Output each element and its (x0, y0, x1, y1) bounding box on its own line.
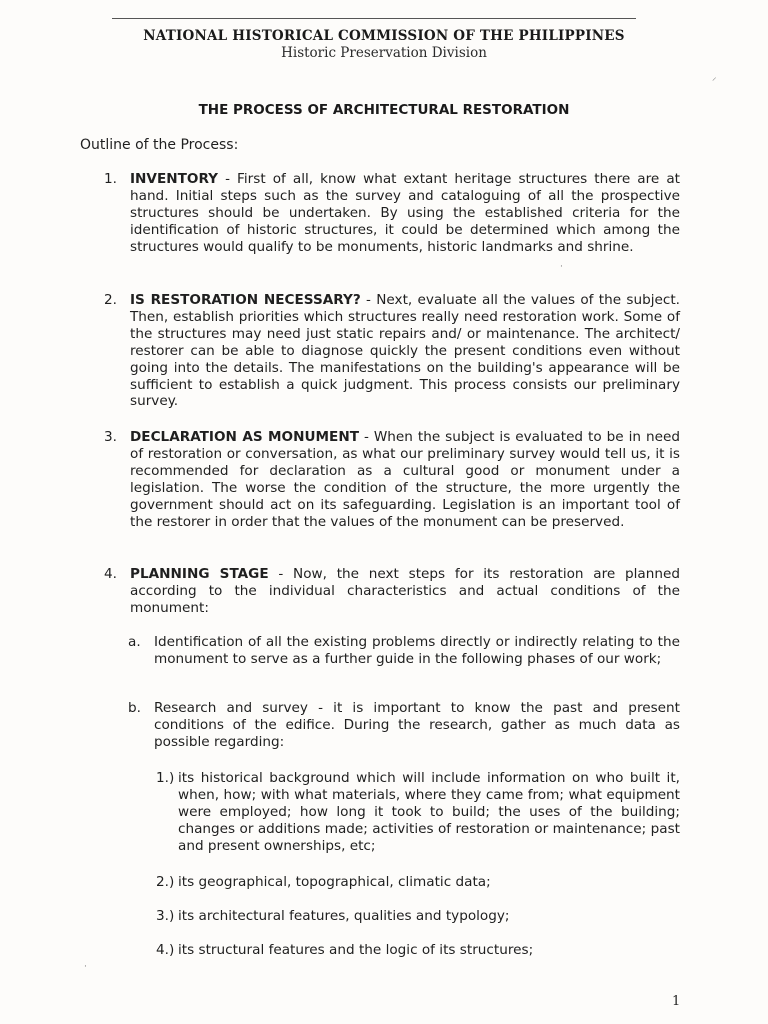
subitem-letter: b. (128, 700, 141, 716)
subitem-text: Identification of all the existing problems directly or indirectly relating to the monument to serve as a further guide in the following phases of our work; (154, 634, 680, 667)
item-text: - Now, the next steps for its restoration are planned according to the individual characteristics and actual conditions of the monument: (130, 566, 680, 616)
item-heading: IS RESTORATION NECESSARY? (130, 292, 361, 308)
list-item-planning (104, 566, 680, 617)
subsubitem-text: its architectural features, qualities and typology; (178, 908, 510, 924)
subsubitem-number: 4.) (156, 942, 175, 958)
subsubitem-structural (156, 942, 680, 959)
item-text: - Next, evaluate all the values of the subject. Then, establish priorities which structures really need restoration work. Some of the structures may need just static repairs and/ or maintenance. The architect/ restorer can be able to diagnose quickly the present conditions even without going into the details. The manifestations on the building's appearance will be sufficient to establish a quick judgment. This process consists our preliminary survey. (130, 292, 680, 410)
item-number: 3. (104, 429, 117, 445)
scan-speck: · (84, 962, 87, 972)
list-item-restoration-necessary (104, 292, 680, 410)
scan-speck: · (560, 262, 563, 272)
item-heading: PLANNING STAGE (130, 566, 269, 582)
subitem-research (128, 700, 680, 751)
division-name: Historic Preservation Division (281, 45, 487, 61)
scan-speck: ⸝ (712, 73, 717, 83)
subitem-letter: a. (128, 634, 141, 650)
outline-label: Outline of the Process: (80, 137, 239, 153)
item-heading: INVENTORY (130, 171, 219, 187)
page-number: 1 (672, 994, 681, 1009)
list-item-inventory (104, 171, 680, 256)
item-text: - When the subject is evaluated to be in need of restoration or conversation, as what our preliminary survey would tell us, it is recommended for declaration as a cultural good or monument under a legislation. The worse the condition of the structure, the more urgently the government should act on its safeguarding. Legislation is an important tool of the restorer in order that the values of the monument can be preserved. (130, 429, 680, 530)
item-number: 2. (104, 292, 117, 308)
subsubitem-historical (156, 770, 680, 855)
item-body (130, 292, 680, 410)
item-text: - First of all, know what extant heritage structures there are at hand. Initial steps such as the survey and cataloguing of all the prospective structures should be undertaken. By using the established criteria for the identification of historic structures, it could be determined which among the structures would qualify to be monuments, historic landmarks and shrine. (130, 171, 680, 255)
item-body (130, 566, 680, 617)
subsubitem-text: its structural features and the logic of its structures; (178, 942, 534, 958)
item-number: 4. (104, 566, 117, 582)
subsubitem-number: 1.) (156, 770, 175, 786)
document-title: THE PROCESS OF ARCHITECTURAL RESTORATION (198, 102, 570, 118)
subsubitem-geographical (156, 874, 680, 891)
subsubitem-text: its geographical, topographical, climatic data; (178, 874, 491, 890)
subitem-text: Research and survey - it is important to know the past and present conditions of the edifice. During the research, gather as much data as possible regarding: (154, 700, 680, 750)
header-rule (112, 18, 636, 19)
subsubitem-architectural (156, 908, 680, 925)
subitem-identification (128, 634, 680, 668)
subsubitem-text: its historical background which will include information on who built it, when, how; with what materials, where they came from; what equipment were employed; how long it took to build; the uses of the building; changes or additions made; activities of restoration or maintenance; past and present ownerships, etc; (178, 770, 680, 854)
item-heading: DECLARATION AS MONUMENT (130, 429, 359, 445)
organization-name: NATIONAL HISTORICAL COMMISSION OF THE PHILIPPINES (143, 28, 625, 44)
list-item-declaration (104, 429, 680, 530)
subsubitem-number: 3.) (156, 908, 175, 924)
subsubitem-number: 2.) (156, 874, 175, 890)
item-body (130, 429, 680, 530)
item-body (130, 171, 680, 256)
item-number: 1. (104, 171, 117, 187)
